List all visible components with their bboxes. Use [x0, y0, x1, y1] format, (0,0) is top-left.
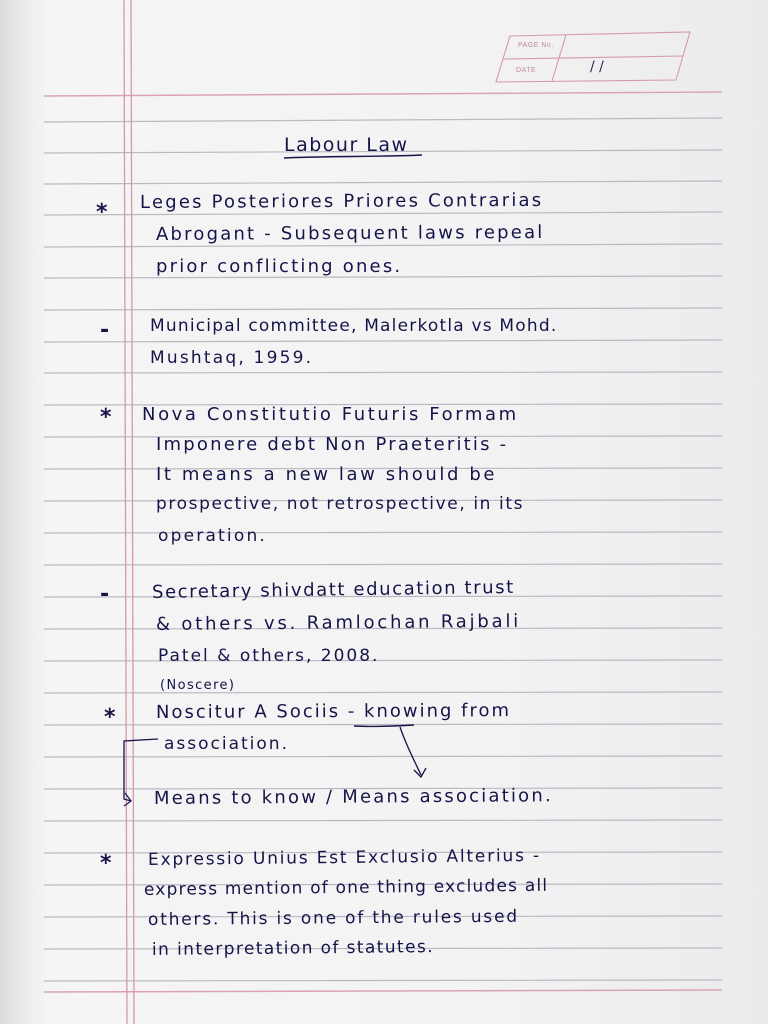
note-line: Nova Constitutio Futuris Formam — [142, 404, 519, 425]
note-line: (Noscere) — [160, 678, 236, 693]
date-label: DATE — [516, 67, 537, 74]
date-value: / / — [590, 59, 604, 75]
note-line: Municipal committee, Malerkotla vs Mohd. — [150, 316, 558, 336]
page-no-label: PAGE No. — [518, 42, 554, 49]
note-line: It means a new law should be — [156, 464, 498, 485]
note-line: prior conflicting ones. — [156, 256, 403, 277]
note-line: association. — [164, 734, 289, 754]
note-line: in interpretation of statutes. — [151, 937, 435, 960]
note-line: operation. — [158, 526, 268, 546]
note-line: prospective, not retrospective, in its — [156, 494, 525, 514]
note-line: express mention of one thing excludes all — [143, 875, 549, 900]
page-title: Labour Law — [284, 134, 409, 156]
note-line: Means to know / Means association. — [153, 785, 553, 809]
star-bullet: * — [104, 705, 116, 730]
dash-bullet: - — [100, 582, 110, 607]
note-line: Noscitur A Sociis - knowing from — [155, 700, 512, 723]
note-line: Imponere debt Non Praeteritis - — [156, 434, 509, 455]
star-bullet: * — [96, 200, 108, 225]
note-line: Mushtaq, 1959. — [150, 348, 314, 368]
note-line: Expressio Unius Est Exclusio Alterius - — [147, 845, 541, 870]
note-line: Leges Posteriores Priores Contrarias — [139, 189, 544, 213]
star-bullet: * — [100, 405, 112, 430]
note-line: Abrogant - Subsequent laws repeal — [155, 221, 545, 245]
note-line: Secretary shivdatt education trust — [151, 576, 515, 603]
star-bullet: * — [100, 851, 112, 876]
dash-bullet: - — [100, 318, 110, 343]
note-line: others. This is one of the rules used — [147, 906, 519, 930]
note-line: & others vs. Ramlochan Rajbali — [155, 610, 522, 635]
note-line: Patel & others, 2008. — [158, 646, 380, 666]
